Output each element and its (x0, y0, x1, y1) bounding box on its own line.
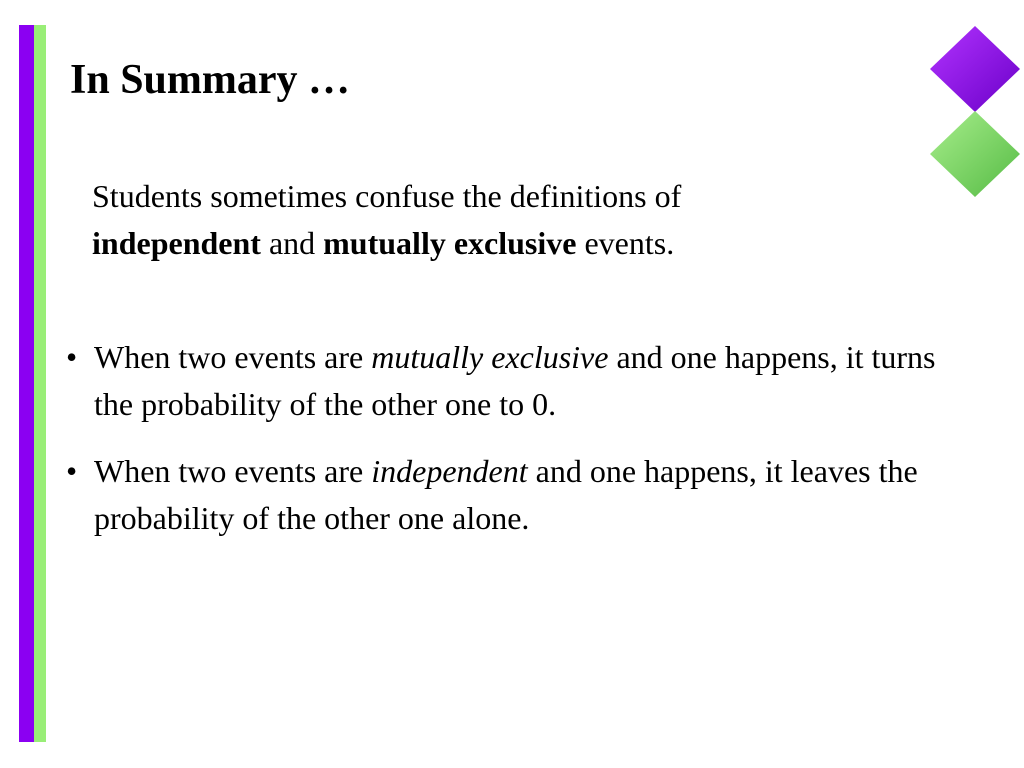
bullet-text-after: and one happens, it turns the probability of the other one to 0. (94, 339, 936, 422)
bullet-text-before: When two events are (94, 453, 372, 489)
intro-connector: and (260, 225, 324, 261)
bullet-list (66, 334, 966, 562)
bullet-emphasis: mutually exclusive (371, 339, 609, 375)
left-green-accent-bar (34, 25, 46, 742)
decorative-diamonds (928, 24, 1022, 198)
bullet-text-after: and one happens, it leaves the probability of the other one alone. (94, 453, 918, 536)
purple-diamond-icon (930, 26, 1020, 112)
bullet-marker: • (66, 339, 78, 375)
bullet-marker: • (66, 453, 78, 489)
slide-title: In Summary … (70, 57, 351, 103)
bullet-emphasis: independent (371, 453, 528, 489)
bullet-item-independent (66, 448, 966, 542)
bullet-text-before: When two events are (94, 339, 372, 375)
intro-paragraph (92, 173, 892, 267)
left-purple-accent-bar (19, 25, 34, 742)
intro-term-mutually-exclusive: mutually exclusive (323, 225, 577, 261)
green-diamond-icon (930, 111, 1020, 197)
intro-tail: events. (576, 225, 675, 261)
intro-line-1: Students sometimes confuse the definitions of (92, 178, 682, 214)
intro-term-independent: independent (92, 225, 261, 261)
bullet-item-mutually-exclusive (66, 334, 966, 428)
